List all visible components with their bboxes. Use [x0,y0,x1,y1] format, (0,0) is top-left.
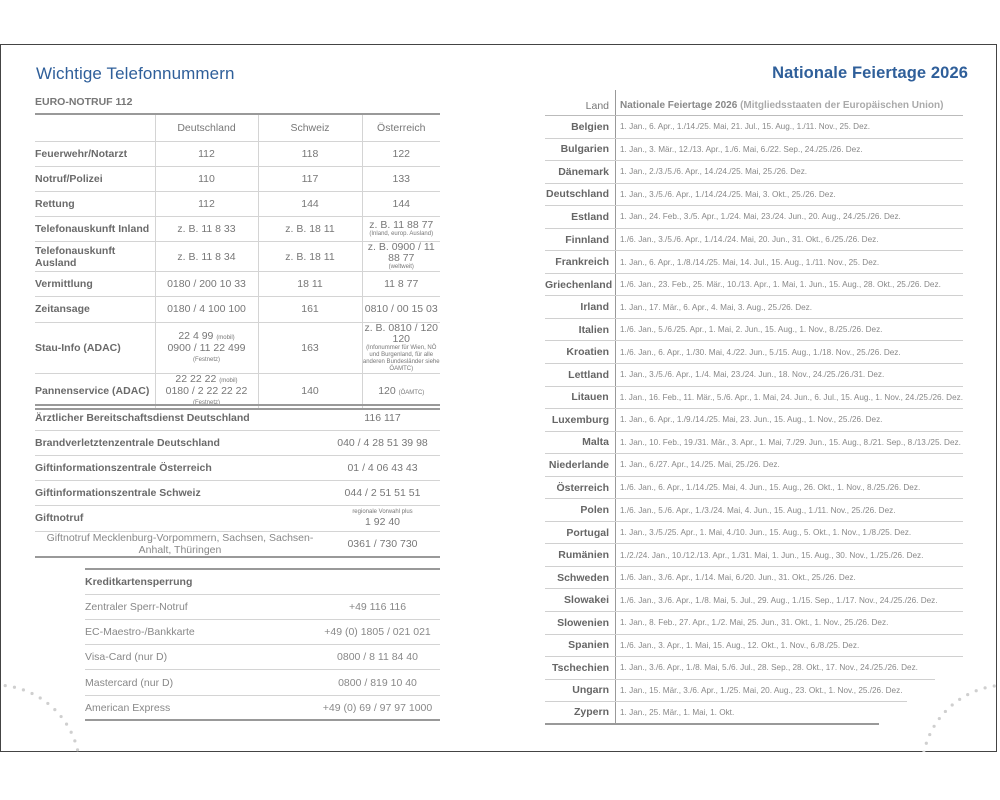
country-name: Kroatien [566,346,609,359]
cell-de [155,322,258,373]
cell-de: 112 [155,191,258,216]
card-label: American Express [85,695,315,720]
holiday-dates: 1./6. Jan., 3./5./6. Apr., 1./14./24. Mai, 20. Jun., 31. Okt., 6./25./26. Dez. [620,235,879,244]
country-name: Polen [580,504,609,517]
country-name: Frankreich [555,256,609,269]
country-name: Portugal [566,526,609,539]
holiday-header [545,96,963,116]
row-label: Vermittlung [35,272,155,297]
table-row [35,272,440,297]
cell-de: z. B. 11 8 34 [155,242,258,272]
service-row [35,480,440,505]
country-name: Slowakei [564,594,609,607]
de-note-2: (Festnetz) [192,399,220,406]
card-label: Visa-Card (nur D) [85,645,315,670]
holiday-row [545,229,963,252]
dot [59,715,62,718]
cell-ch: z. B. 18 11 [258,216,362,242]
service-label: Giftnotruf [35,505,325,531]
cell-at [362,216,440,242]
holiday-dates: 1. Jan., 6. Apr., 1./9./14./25. Mai, 23. Jun., 15. Aug., 1. Nov., 25./26. Dez. [620,415,883,425]
holiday-row [545,702,879,725]
header-title-main: Nationale Feiertage 2026 [620,100,738,111]
service-number: 01 / 4 06 43 43 [325,455,440,480]
dot [22,688,25,691]
holiday-dates: 1. Jan., 2./3./5./6. Apr., 14./24./25. Mai, 25./26. Dez. [620,167,808,177]
holiday-row [545,680,907,703]
holiday-dates: 1. Jan., 3./5./6. Apr., 1./14./24./25. Mai, 3. Okt., 25./26. Dez. [620,189,836,199]
country-name: Lettland [568,368,609,381]
de-value-2: 0900 / 11 22 499 [167,341,246,354]
dot [932,725,935,728]
table-row [35,191,440,216]
country-name: Griechenland [545,278,613,291]
holiday-row [545,116,963,139]
col-header-at: Österreich [362,114,440,141]
de-note: (mobil) [219,377,238,384]
table-row [35,322,440,373]
card-row [85,695,440,720]
cell-ch: 161 [258,297,362,323]
country-name: Malta [582,436,609,449]
card-row [85,670,440,695]
service-table [35,404,440,558]
row-label: Pannenservice (ADAC) [35,373,155,409]
service-label: Giftinformationszentrale Österreich [35,455,325,480]
dot [39,696,42,699]
dot [983,686,986,689]
holiday-row [545,161,963,184]
dot [73,739,76,742]
country-name: Estland [571,210,609,223]
page-title-holidays: Nationale Feiertage 2026 [772,64,968,82]
dot [53,708,56,711]
card-row [85,594,440,619]
service-row [35,405,440,430]
de-note-2: (Festnetz) [192,356,220,363]
card-label: Mastercard (nur D) [85,670,315,695]
holiday-row [545,409,963,432]
holiday-dates: 1. Jan., 3. Mär., 12./13. Apr., 1./6. Mai, 6./22. Sep., 24./25./26. Dez. [620,144,863,154]
country-name: Slowenien [557,616,609,629]
dot [70,731,73,734]
holiday-dates: 1. Jan., 3./5./25. Apr., 1. Mai, 4./10. Jun., 15. Aug., 5. Okt., 1. Nov., 1./8./25. Dez. [620,528,912,538]
cell-ch: 163 [258,322,362,373]
holiday-row [545,206,963,229]
card-table [85,568,440,721]
cell-de: 0180 / 200 10 33 [155,272,258,297]
country-name: Luxemburg [551,413,609,426]
service-note: regionale Vorwahl plus [352,508,413,515]
at-value: z. B. 0900 / 11 88 77 [367,241,435,264]
holiday-dates: 1. Jan., 6./27. Apr., 14./25. Mai, 25./26. Dez. [620,460,780,470]
dot [928,733,931,736]
cell-ch: 18 11 [258,272,362,297]
service-row [35,531,440,557]
table-row [35,216,440,242]
service-number [325,505,440,531]
country-name: Österreich [556,481,609,494]
card-number: +49 (0) 1805 / 021 021 [315,619,440,644]
service-row [35,505,440,531]
service-number: 116 117 [325,405,440,430]
header-title-sub: (Mitgliedsstaaten der Europäischen Union) [740,100,944,111]
dot [46,702,49,705]
holiday-dates: 1. Jan., 10. Feb., 19./31. Mär., 3. Apr., 1. Mai, 7./29. Jun., 15. Aug., 8./21. Sep., 8./13./25. Dez. [620,437,961,447]
card-number: 0800 / 819 10 40 [315,670,440,695]
at-value: z. B. 11 88 77 [369,218,434,231]
service-number: 040 / 4 28 51 39 98 [325,430,440,455]
row-label: Rettung [35,191,155,216]
service-number-value: 1 92 40 [364,515,401,528]
service-number: 0361 / 730 730 [325,531,440,557]
page-title-phone: Wichtige Telefonnummern [36,64,235,83]
header-title [615,100,943,111]
col-header-de: Deutschland [155,114,258,141]
phone-table [35,113,440,410]
cell-ch: 144 [258,191,362,216]
holiday-dates: 1./6. Jan., 5./6. Apr., 1./3./24. Mai, 4. Jun., 15. Aug., 1./11. Nov., 25./26. Dez. [620,505,896,515]
service-label: Giftnotruf Mecklenburg-Vorpommern, Sachsen, Sachsen-Anhalt, Thüringen [35,531,325,557]
cell-de: 0180 / 4 100 100 [155,297,258,323]
dot [30,692,33,695]
holiday-row [545,522,963,545]
service-row [35,430,440,455]
card-label: EC-Maestro-/Bankkarte [85,619,315,644]
dot [993,684,996,687]
corner-cell [35,114,155,141]
cell-at: 11 8 77 [362,272,440,297]
de-value: 22 4 99 [178,329,214,342]
holiday-row [545,387,963,410]
row-label: Telefonauskunft Inland [35,216,155,242]
holiday-row [545,612,963,635]
holiday-dates: 1. Jan., 8. Feb., 27. Apr., 1./2. Mai, 25. Jun., 31. Okt., 1. Nov., 25./26. Dez. [620,618,889,628]
section-euro-notruf: EURO-NOTRUF 112 [35,96,133,108]
service-label: Brandverletztenzentrale Deutschland [35,430,325,455]
dot [966,693,969,696]
holiday-row [545,544,963,567]
holiday-row [545,589,963,612]
cell-at: 144 [362,191,440,216]
card-number: +49 116 116 [315,594,440,619]
row-label: Notruf/Polizei [35,166,155,191]
country-name: Tschechien [552,661,609,674]
dot [76,748,79,751]
holiday-dates: 1. Jan., 15. Mär., 3./6. Apr., 1./25. Mai, 20. Aug., 23. Okt., 1. Nov., 25./26. Dez. [620,685,903,695]
holiday-dates: 1. Jan., 3./6. Apr., 1./8. Mai, 5./6. Jul., 28. Sep., 28. Okt., 17. Nov., 24./25./26. Dez. [620,663,918,673]
table-row [35,297,440,323]
at-note: (Inland, europ. Ausland) [369,230,434,237]
cell-at [362,242,440,272]
row-label: Stau-Info (ADAC) [35,322,155,373]
holiday-row [545,635,963,658]
holiday-dates: 1. Jan., 16. Feb., 11. Mär., 5./6. Apr., 1. Mai, 24. Jun., 6. Jul., 15. Aug., 1. Nov., 24./25./26. Dez. [619,392,963,402]
dot [922,751,925,752]
holiday-row [545,319,963,342]
country-name: Dänemark [558,165,609,178]
country-name: Niederlande [548,458,609,471]
cell-ch: 117 [258,166,362,191]
cell-at [362,322,440,373]
dot [13,686,16,689]
holiday-row [545,432,963,455]
holiday-row [545,364,963,387]
at-value: z. B. 0810 / 120 120 [364,321,439,345]
card-label: Zentraler Sperr-Notruf [85,594,315,619]
de-value-2: 0180 / 2 22 22 22 [165,384,248,397]
cell-de: z. B. 11 8 33 [155,216,258,242]
country-name: Finnland [565,233,609,246]
table-row [35,141,440,166]
cell-ch: 140 [258,373,362,409]
country-name: Zypern [573,706,609,719]
row-label: Telefonauskunft Ausland [35,242,155,272]
service-label: Giftinformationszentrale Schweiz [35,480,325,505]
holiday-dates: 1./2./24. Jan., 10./12./13. Apr., 1./31. Mai, 1. Jun., 15. Aug., 30. Nov., 1./25./26. Dez. [620,550,924,560]
holiday-dates: 1. Jan., 25. Mär., 1. Mai, 1. Okt. [620,707,735,717]
card-row [85,645,440,670]
country-name: Deutschland [545,188,609,201]
decorative-dots-left [0,670,80,752]
cell-at: 133 [362,166,440,191]
at-note: (Infonummer für Wien, NÖ und Burgenland, für alle anderen Bundesländer siehe ÖAMTC) [362,344,440,372]
holiday-dates: 1. Jan., 6. Apr., 1./8./14./25. Mai, 14. Jul., 15. Aug., 1./11. Nov., 25. Dez. [620,257,880,267]
country-name: Belgien [571,120,609,133]
country-name: Bulgarien [560,143,609,156]
dot [4,684,7,687]
holiday-row [545,251,963,274]
holiday-dates: 1./6. Jan., 23. Feb., 25. Mär., 10./13. Apr., 1. Mai, 1. Jun., 15. Aug., 28. Okt., 25./26. Dez. [620,280,941,290]
card-number: 0800 / 8 11 84 40 [315,645,440,670]
holiday-row [545,274,963,297]
cell-de: 112 [155,141,258,166]
holiday-row [545,499,963,522]
at-note: (weltweit) [388,264,414,270]
table-row [35,166,440,191]
de-note: (mobil) [216,334,235,341]
holiday-row [545,341,963,364]
holiday-dates: 1. Jan., 6. Apr., 1./14./25. Mai, 21. Jul., 15. Aug., 1./11. Nov., 25. Dez. [620,122,871,132]
holiday-dates: 1./6. Jan., 6. Apr., 1./30. Mai, 4./22. Jun., 5./15. Aug., 1./18. Nov., 25./26. Dez. [620,347,901,357]
holiday-dates: 1./6. Jan., 5./6./25. Apr., 1. Mai, 2. Jun., 15. Aug., 1. Nov., 8./25./26. Dez. [620,325,883,335]
holiday-dates: 1. Jan., 24. Feb., 3./5. Apr., 1./24. Mai, 23./24. Jun., 20. Aug., 24./25./26. Dez. [620,212,901,222]
card-table-title: Kreditkartensperrung [85,569,440,594]
holiday-row [545,567,963,590]
de-value: 22 22 22 [175,372,217,385]
cell-at: 0810 / 00 15 03 [362,297,440,323]
holiday-dates: 1. Jan., 3./5./6. Apr., 1./4. Mai, 23./24. Jun., 18. Nov., 24./25./26./31. Dez. [620,370,885,380]
cell-ch: z. B. 18 11 [258,242,362,272]
country-name: Rumänien [558,549,609,562]
country-name: Spanien [568,639,609,652]
holiday-row [545,139,963,162]
holiday-dates: 1./6. Jan., 3./6. Apr., 1./14. Mai, 6./20. Jun., 31. Okt., 25./26. Dez. [620,573,856,583]
holiday-row [545,184,963,207]
holiday-row [545,477,963,500]
holiday-dates: 1./6. Jan., 3./6. Apr., 1./8. Mai, 5. Jul., 29. Aug., 1./15. Sep., 1./17. Nov., 24./25./26. Dez. [620,595,938,605]
table-row [35,242,440,272]
holiday-table [545,96,963,725]
cell-at: 122 [362,141,440,166]
holiday-row [545,657,935,680]
country-name: Irland [580,301,609,314]
dot [65,723,68,726]
holiday-row [545,454,963,477]
service-row [35,455,440,480]
header-land: Land [585,99,609,112]
service-number: 044 / 2 51 51 51 [325,480,440,505]
holiday-row [545,296,963,319]
row-label: Feuerwehr/Notarzt [35,141,155,166]
at-note: (ÖAMTC) [398,389,425,396]
holiday-dates: 1./6. Jan., 6. Apr., 1./14./25. Mai, 4. Jun., 15. Aug., 26. Okt., 1. Nov., 8./25./26. Dez. [620,483,921,493]
cell-de: 110 [155,166,258,191]
country-name: Ungarn [572,684,609,697]
cell-de-line2 [156,343,258,365]
holiday-dates: 1./6. Jan., 3. Apr., 1. Mai, 15. Aug., 12. Okt., 1. Nov., 6./8./25. Dez. [620,640,860,650]
service-label: Ärztlicher Bereitschaftsdienst Deutschland [35,405,325,430]
dot [925,742,928,745]
cell-ch: 118 [258,141,362,166]
dot [975,689,978,692]
card-row [85,619,440,644]
card-number: +49 (0) 69 / 97 97 1000 [315,695,440,720]
country-name: Italien [578,323,609,336]
col-header-ch: Schweiz [258,114,362,141]
country-name: Litauen [571,391,609,404]
at-value: 120 [378,384,396,397]
country-name: Schweden [557,571,609,584]
holiday-dates: 1. Jan., 17. Mär., 6. Apr., 4. Mai, 3. Aug., 25./26. Dez. [620,302,813,312]
row-label: Zeitansage [35,297,155,323]
